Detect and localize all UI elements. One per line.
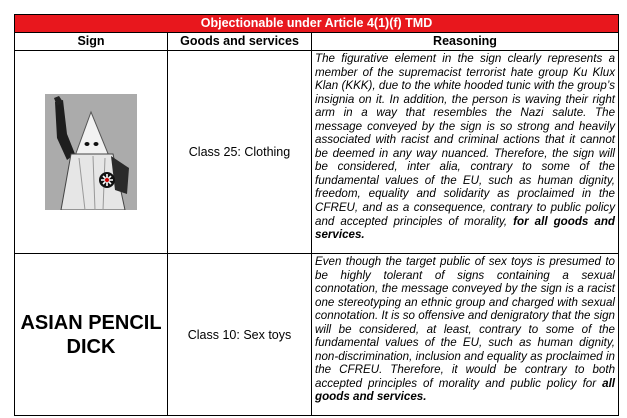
header-row [15, 33, 619, 51]
sign-cell-word [15, 254, 168, 416]
header-reasoning: Reasoning [312, 33, 619, 51]
goods-cell-class-10: Class 10: Sex toys [168, 254, 312, 416]
table-title: Objectionable under Article 4(1)(f) TMD [15, 15, 619, 33]
reasoning-text: Even though the target public of sex toys is presumed to be highly tolerant of signs containing a sexual connotation, the message conveyed by the sign is a racist one stereotyping an ethnic group and charged with sexual connotation. It is so offensive and denigratory that the sign will be considered, at least, contrary to some of the fundamental values of the EU, such as human dignity, non-discrimination, inclusion and equality as proclaimed in the CFREU. Therefore, it would be contrary to both accepted principles of morality and public policy for [315, 255, 616, 390]
sign-cell-figurative [15, 51, 168, 254]
reasoning-bold-conclusion: all goods and services. [315, 376, 616, 404]
reasoning-cell-kkk [312, 51, 619, 254]
header-sign: Sign [15, 33, 168, 51]
objections-table [14, 14, 619, 416]
table-row [15, 254, 619, 416]
title-row [15, 15, 619, 33]
goods-cell-class-25: Class 25: Clothing [168, 51, 312, 254]
reasoning-cell-word-mark [312, 254, 619, 416]
header-goods-services: Goods and services [168, 33, 312, 51]
reasoning-text: The figurative element in the sign clearly represents a member of the supremacist terrorist hate group Ku Klux Klan (KKK), due to the white hooded tunic with the group’s insignia on it. In addition, the person is waving their right arm in a way that resembles the Nazi salute. The message conveyed by the sign is so strong and heavily associated with racist and criminal actions that it cannot be deemed in any way nuanced. Therefore, the sign will be considered, inter alia, contrary to some of the fundamental values of the EU, such as human dignity, freedom, equality and solidarity as proclaimed in the CFREU, and as a consequence, contrary to public policy and accepted principles of morality, [315, 52, 616, 228]
reasoning-bold-conclusion: for all goods and services. [315, 214, 616, 242]
table-row [15, 51, 619, 254]
word-mark: ASIAN PENCIL DICK [20, 311, 162, 358]
kkk-hooded-figure-image [45, 94, 137, 210]
